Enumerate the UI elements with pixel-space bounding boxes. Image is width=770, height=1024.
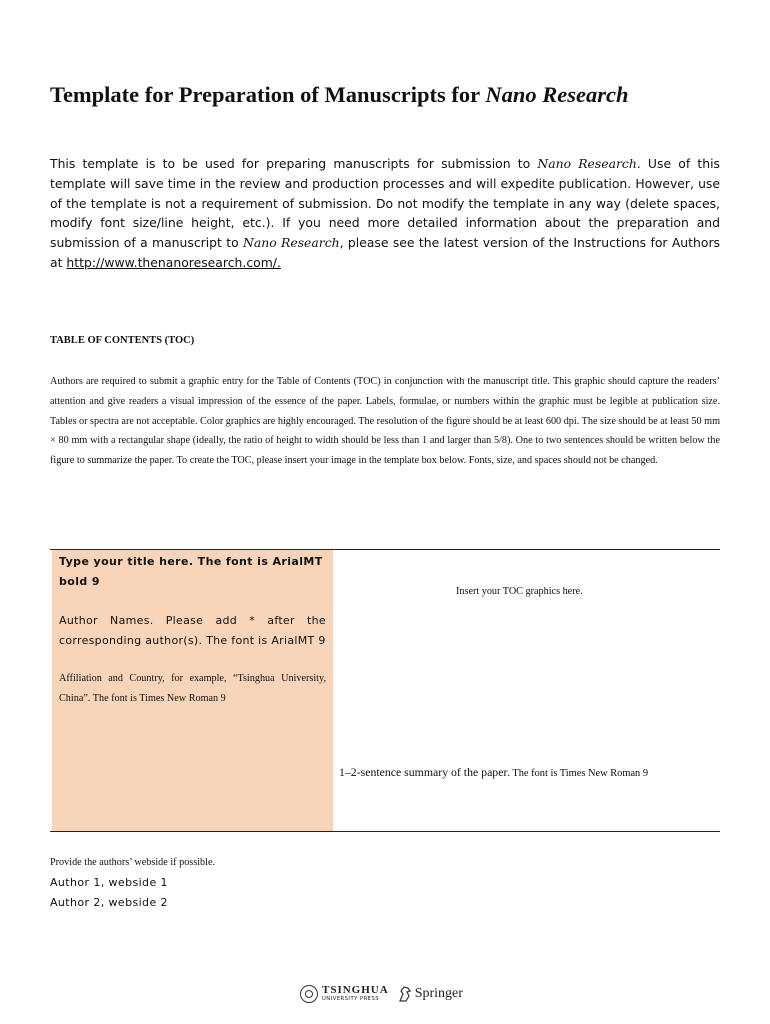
toc-heading: TABLE OF CONTENTS (TOC) [50, 335, 195, 346]
toc-template-box [50, 549, 720, 832]
tsinghua-name: TSINGHUA [322, 984, 389, 997]
intro-paragraph [50, 154, 720, 273]
toc-summary-placeholder[interactable] [339, 765, 648, 780]
intro-part2: . Use of this template will save time in the review and production processes and will expedite publication. However, use of the template is not a requirement of submission. Do not modify the template in any way (delete spaces, modify font size/line height, etc.). If you need more detailed information about the preparation and submission of a manuscript to [50, 156, 720, 251]
tsinghua-sub: UNIVERSITY PRESS [322, 996, 380, 1003]
instructions-link[interactable]: http://www.thenanoresearch.com/. [66, 254, 281, 270]
author-website-2[interactable]: Author 2, webside 2 [50, 896, 168, 909]
summary-note: . The font is Times New Roman 9 [507, 768, 649, 779]
toc-affiliation-placeholder[interactable]: Affiliation and Country, for example, “Tsinghua University, China”. The font is Times New Roman 9 [59, 673, 326, 704]
footer-logos [300, 983, 463, 1005]
intro-part1: This template is to be used for preparing manuscripts for submission to [50, 156, 531, 171]
intro-journal2: Nano Research [243, 235, 340, 251]
author-website-1[interactable]: Author 1, webside 1 [50, 876, 168, 889]
toc-text-panel [52, 550, 333, 831]
intro-journal1: Nano Research [537, 156, 637, 171]
website-note: Provide the authors’ webside if possible. [50, 857, 216, 868]
intro-part3: , please see the latest version of the Instructions for Authors at [50, 235, 720, 270]
toc-title-placeholder[interactable]: Type your title here. The font is ArialMT bold 9 [59, 555, 323, 588]
toc-graphic-placeholder[interactable]: Insert your TOC graphics here. [456, 586, 583, 597]
toc-instructions: Authors are required to submit a graphic entry for the Table of Contents (TOC) in conjunction with the manuscript title. This graphic should capture the readers’ attention and give readers a visual impression of the essence of the paper. Labels, formulae, or numbers within the graphic must be legible at publication size. Tables or spectra are not acceptable. Color graphics are highly encouraged. The resolution of the figure should be at least 600 dpi. The size should be at least 50 mm × 80 mm with a rectangular shape (ideally, the ratio of height to width should be less than 1 and larger than 5/8). One to two sentences should be written below the figure to summarize the paper. To create the TOC, please insert your image in the template box below. Fonts, size, and spaces should not be changed. [50, 376, 720, 467]
summary-main: 1–2-sentence summary of the paper [339, 765, 508, 779]
tsinghua-press-logo [322, 985, 389, 1002]
tsinghua-seal-icon [300, 985, 318, 1003]
title-prefix: Template for Preparation of Manuscripts for [50, 82, 480, 107]
toc-authors-placeholder[interactable]: Author Names. Please add * after the corresponding author(s). The font is ArialMT 9 [59, 614, 326, 647]
springer-logo: Springer [414, 986, 463, 1001]
document-title [50, 80, 730, 110]
title-journal: Nano Research [485, 82, 629, 107]
springer-horse-icon [397, 985, 413, 1003]
